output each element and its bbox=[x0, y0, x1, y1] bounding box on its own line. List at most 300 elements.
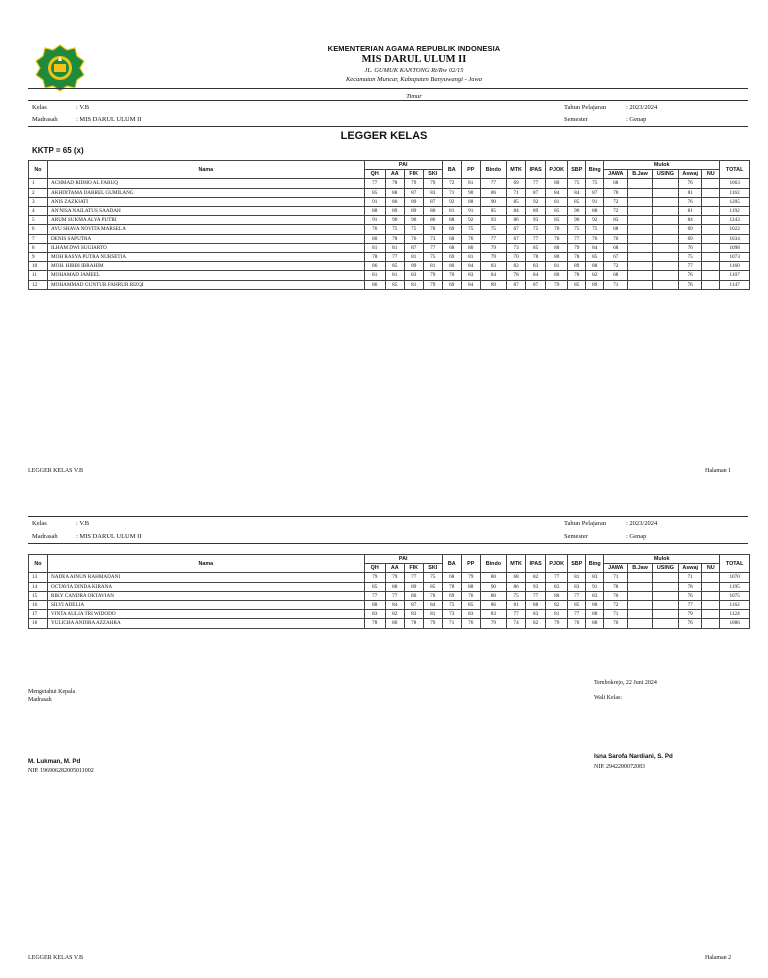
cell-qh: 91 bbox=[364, 197, 385, 206]
cell-pjok: 77 bbox=[546, 573, 568, 582]
cell-sbp: 90 bbox=[568, 216, 586, 225]
cell-bing: 83 bbox=[586, 573, 604, 582]
cell-total: 1160 bbox=[720, 262, 750, 271]
cell-using bbox=[652, 225, 678, 234]
cell-aswaj: 76 bbox=[679, 591, 702, 600]
cell-bing: 87 bbox=[586, 188, 604, 197]
cell-bindo: 85 bbox=[480, 207, 506, 216]
meta-divider bbox=[28, 126, 748, 127]
cell-aa: 90 bbox=[385, 216, 404, 225]
table-row bbox=[29, 582, 750, 591]
cell-fik: 80 bbox=[404, 591, 423, 600]
cell-nu bbox=[702, 262, 720, 271]
legger-table-page2 bbox=[28, 554, 750, 629]
header-fik: FIK bbox=[404, 170, 423, 179]
table-row bbox=[29, 253, 750, 262]
cell-no: 8 bbox=[29, 243, 48, 252]
cell-pp: 91 bbox=[461, 207, 480, 216]
cell-ipas: 77 bbox=[526, 234, 546, 243]
cell-pjok: 83 bbox=[546, 582, 568, 591]
cell-ipas: 84 bbox=[526, 271, 546, 280]
cell-nama: RIKY CANDRA OKTAVIAN bbox=[47, 591, 364, 600]
head-nip: NIP. 196906282005011002 bbox=[28, 768, 94, 774]
cell-nama: MOHAMMAD GUNTUR FAHRUR RIZQI bbox=[47, 280, 364, 289]
kelas-value-p2: : V.B bbox=[76, 520, 90, 527]
header-mulok: Mulok bbox=[604, 161, 720, 170]
table-row bbox=[29, 188, 750, 197]
cell-aswaj: 77 bbox=[679, 601, 702, 610]
cell-aswaj: 76 bbox=[679, 271, 702, 280]
wali-name: Isna Sarofa Nardiani, S. Pd bbox=[594, 753, 673, 760]
cell-mtk: 68 bbox=[507, 573, 526, 582]
cell-ski: 75 bbox=[423, 573, 442, 582]
cell-ipas: 82 bbox=[526, 619, 546, 628]
cell-nama: NADEA AINUN RAHMADANI bbox=[47, 573, 364, 582]
cell-fik: 77 bbox=[404, 573, 423, 582]
cell-fik: 78 bbox=[404, 619, 423, 628]
cell-pp: 88 bbox=[461, 197, 480, 206]
cell-bjaw bbox=[628, 225, 652, 234]
cell-ski: 73 bbox=[423, 234, 442, 243]
cell-fik: 90 bbox=[404, 216, 423, 225]
cell-using bbox=[652, 610, 678, 619]
cell-pp: 92 bbox=[461, 216, 480, 225]
cell-jawa: 70 bbox=[604, 234, 628, 243]
cell-jawa: 68 bbox=[604, 243, 628, 252]
kemenag-logo bbox=[34, 44, 86, 92]
cell-using bbox=[652, 280, 678, 289]
header-ipas: IPAS bbox=[526, 161, 546, 179]
cell-qh: 81 bbox=[364, 243, 385, 252]
cell-aa: 84 bbox=[385, 601, 404, 610]
cell-jawa: 72 bbox=[604, 207, 628, 216]
cell-pp: 81 bbox=[461, 179, 480, 188]
cell-using bbox=[652, 216, 678, 225]
cell-aswaj: 69 bbox=[679, 225, 702, 234]
cell-mtk: 86 bbox=[507, 216, 526, 225]
cell-nama: OCTAVIA DINDA KIRANA bbox=[47, 582, 364, 591]
wali-nip: NIP. 2942200072083 bbox=[594, 764, 646, 770]
cell-pp: 75 bbox=[461, 225, 480, 234]
cell-sbp: 90 bbox=[568, 207, 586, 216]
cell-sbp: 85 bbox=[568, 280, 586, 289]
cell-bjaw bbox=[628, 591, 652, 600]
cell-using bbox=[652, 619, 678, 628]
cell-bindo: 80 bbox=[480, 573, 506, 582]
cell-pjok: 80 bbox=[546, 271, 568, 280]
cell-jawa: 83 bbox=[604, 216, 628, 225]
legger-table-page1 bbox=[28, 160, 750, 290]
wali-kelas-label: Wali Kelas: bbox=[594, 695, 623, 701]
cell-sbp: 81 bbox=[568, 573, 586, 582]
header-aa: AA bbox=[385, 564, 404, 573]
cell-nu bbox=[702, 582, 720, 591]
cell-bjaw bbox=[628, 243, 652, 252]
cell-ba: 81 bbox=[442, 207, 461, 216]
cell-sbp: 77 bbox=[568, 234, 586, 243]
header-jawa: JAWA bbox=[604, 564, 628, 573]
cell-bing: 88 bbox=[586, 207, 604, 216]
cell-total: 1243 bbox=[720, 216, 750, 225]
cell-no: 1 bbox=[29, 179, 48, 188]
cell-ipas: 87 bbox=[526, 280, 546, 289]
header-sbp: SBP bbox=[568, 555, 586, 573]
cell-fik: 87 bbox=[404, 243, 423, 252]
cell-sbp: 75 bbox=[568, 225, 586, 234]
cell-aswaj: 81 bbox=[679, 207, 702, 216]
cell-pjok: 79 bbox=[546, 619, 568, 628]
cell-bindo: 93 bbox=[480, 216, 506, 225]
page2-footer-right: Halaman 2 bbox=[705, 955, 732, 961]
cell-bing: 82 bbox=[586, 271, 604, 280]
school-address-region: Timur bbox=[406, 93, 422, 100]
cell-ski: 83 bbox=[423, 188, 442, 197]
cell-bindo: 84 bbox=[480, 271, 506, 280]
cell-ba: 69 bbox=[442, 253, 461, 262]
header-no: No bbox=[29, 161, 48, 179]
cell-aa: 77 bbox=[385, 253, 404, 262]
cell-pp: 84 bbox=[461, 280, 480, 289]
cell-pp: 80 bbox=[461, 243, 480, 252]
header-nu: NU bbox=[702, 564, 720, 573]
cell-nu bbox=[702, 253, 720, 262]
cell-no: 16 bbox=[29, 601, 48, 610]
cell-mtk: 67 bbox=[507, 234, 526, 243]
header-aswaj: Aswaj bbox=[679, 170, 702, 179]
cell-no: 9 bbox=[29, 253, 48, 262]
table-row bbox=[29, 234, 750, 243]
cell-bing: 88 bbox=[586, 610, 604, 619]
cell-pp: 85 bbox=[461, 601, 480, 610]
cell-nu bbox=[702, 197, 720, 206]
cell-ba: 68 bbox=[442, 243, 461, 252]
cell-bing: 88 bbox=[586, 619, 604, 628]
table-row bbox=[29, 619, 750, 628]
cell-ski: 85 bbox=[423, 582, 442, 591]
header-ski: SKI bbox=[423, 564, 442, 573]
header-mtk: MTK bbox=[507, 555, 526, 573]
cell-total: 1073 bbox=[720, 253, 750, 262]
cell-mtk: 75 bbox=[507, 591, 526, 600]
cell-ski: 79 bbox=[423, 280, 442, 289]
cell-mtk: 81 bbox=[507, 601, 526, 610]
cell-nama: YULICHA ANDIRA AZZAHRA bbox=[47, 619, 364, 628]
semester-label-p2: Semester bbox=[564, 533, 588, 540]
mengetahui-line1: Mengetahui Kepala bbox=[28, 689, 76, 695]
cell-total: 1107 bbox=[720, 271, 750, 280]
cell-pp: 83 bbox=[461, 271, 480, 280]
cell-qh: 88 bbox=[364, 601, 385, 610]
semester-value-p2: : Genap bbox=[626, 533, 647, 540]
cell-qh: 79 bbox=[364, 573, 385, 582]
cell-using bbox=[652, 582, 678, 591]
cell-aa: 88 bbox=[385, 188, 404, 197]
cell-qh: 80 bbox=[364, 234, 385, 243]
cell-ba: 71 bbox=[442, 188, 461, 197]
tahun-label-p2: Tahun Pelajaran bbox=[564, 520, 606, 527]
cell-qh: 85 bbox=[364, 188, 385, 197]
cell-bjaw bbox=[628, 619, 652, 628]
cell-jawa: 71 bbox=[604, 573, 628, 582]
cell-ba: 68 bbox=[442, 234, 461, 243]
cell-bjaw bbox=[628, 573, 652, 582]
cell-ipas: 93 bbox=[526, 216, 546, 225]
cell-nama: MOH. HIBBI IBRAHIM bbox=[47, 262, 364, 271]
cell-nu bbox=[702, 619, 720, 628]
cell-nama: VINTA AULIA TRI WIDODO bbox=[47, 610, 364, 619]
header-sbp: SBP bbox=[568, 161, 586, 179]
cell-fik: 87 bbox=[404, 188, 423, 197]
cell-total: 1098 bbox=[720, 243, 750, 252]
cell-pp: 76 bbox=[461, 591, 480, 600]
cell-sbp: 79 bbox=[568, 243, 586, 252]
cell-aswaj: 76 bbox=[679, 619, 702, 628]
cell-qh: 91 bbox=[364, 216, 385, 225]
cell-jawa: 68 bbox=[604, 225, 628, 234]
cell-mtk: 67 bbox=[507, 225, 526, 234]
cell-ipas: 87 bbox=[526, 188, 546, 197]
cell-nu bbox=[702, 271, 720, 280]
cell-pp: 88 bbox=[461, 582, 480, 591]
cell-pjok: 79 bbox=[546, 280, 568, 289]
cell-aswaj: 76 bbox=[679, 280, 702, 289]
cell-aa: 77 bbox=[385, 591, 404, 600]
header-nu: NU bbox=[702, 170, 720, 179]
cell-mtk: 87 bbox=[507, 280, 526, 289]
header-bjaw: B.Jaw bbox=[628, 170, 652, 179]
cell-nu bbox=[702, 591, 720, 600]
cell-jawa: 68 bbox=[604, 179, 628, 188]
cell-qh: 78 bbox=[364, 253, 385, 262]
cell-bing: 88 bbox=[586, 262, 604, 271]
cell-nu bbox=[702, 280, 720, 289]
cell-total: 1205 bbox=[720, 197, 750, 206]
table-row bbox=[29, 271, 750, 280]
cell-total: 1086 bbox=[720, 619, 750, 628]
cell-fik: 76 bbox=[404, 234, 423, 243]
cell-sbp: 84 bbox=[568, 188, 586, 197]
cell-fik: 79 bbox=[404, 179, 423, 188]
cell-nama: ILHAM DWI SUGIARTO bbox=[47, 243, 364, 252]
cell-nu bbox=[702, 225, 720, 234]
cell-pjok: 80 bbox=[546, 179, 568, 188]
cell-aswaj: 69 bbox=[679, 234, 702, 243]
cell-sbp: 83 bbox=[568, 582, 586, 591]
cell-aswaj: 76 bbox=[679, 243, 702, 252]
cell-bindo: 79 bbox=[480, 243, 506, 252]
madrasah-value-p2: : MIS DARUL ULUM II bbox=[76, 533, 142, 540]
cell-no: 12 bbox=[29, 280, 48, 289]
header-total: TOTAL bbox=[720, 161, 750, 179]
cell-mtk: 86 bbox=[507, 582, 526, 591]
cell-bindo: 77 bbox=[480, 234, 506, 243]
kelas-label-p2: Kelas bbox=[32, 520, 47, 527]
cell-nama: DENIS SAPUTRA bbox=[47, 234, 364, 243]
cell-pjok: 85 bbox=[546, 207, 568, 216]
cell-total: 1022 bbox=[720, 225, 750, 234]
page2-meta-divider bbox=[28, 543, 748, 544]
cell-bindo: 90 bbox=[480, 582, 506, 591]
cell-no: 18 bbox=[29, 619, 48, 628]
header-mtk: MTK bbox=[507, 161, 526, 179]
cell-ba: 78 bbox=[442, 582, 461, 591]
cell-qh: 77 bbox=[364, 591, 385, 600]
cell-nu bbox=[702, 610, 720, 619]
cell-qh: 86 bbox=[364, 262, 385, 271]
cell-nama: SILVI ADELIA bbox=[47, 601, 364, 610]
cell-no: 5 bbox=[29, 216, 48, 225]
cell-aswaj: 79 bbox=[679, 610, 702, 619]
cell-aa: 89 bbox=[385, 207, 404, 216]
header-jawa: JAWA bbox=[604, 170, 628, 179]
header-ba: BA bbox=[442, 555, 461, 573]
cell-aswaj: 71 bbox=[679, 573, 702, 582]
cell-nu bbox=[702, 573, 720, 582]
cell-aa: 86 bbox=[385, 197, 404, 206]
place-date: Tembokrejo, 22 Juni 2024 bbox=[594, 680, 657, 686]
cell-ba: 69 bbox=[442, 225, 461, 234]
cell-ba: 69 bbox=[442, 280, 461, 289]
cell-nama: AYU SHAVA NOVITA MARSELA bbox=[47, 225, 364, 234]
cell-nu bbox=[702, 243, 720, 252]
cell-pjok: 81 bbox=[546, 197, 568, 206]
header-mulok: Mulok bbox=[604, 555, 720, 564]
tahun-label: Tahun Pelajaran bbox=[564, 104, 606, 111]
cell-aswaj: 76 bbox=[679, 179, 702, 188]
header-pp: PP bbox=[461, 161, 480, 179]
cell-aswaj: 78 bbox=[679, 582, 702, 591]
cell-sbp: 78 bbox=[568, 253, 586, 262]
header-pjok: PJOK bbox=[546, 161, 568, 179]
cell-sbp: 85 bbox=[568, 601, 586, 610]
cell-using bbox=[652, 179, 678, 188]
cell-ski: 81 bbox=[423, 610, 442, 619]
cell-ba: 68 bbox=[442, 573, 461, 582]
cell-no: 7 bbox=[29, 234, 48, 243]
header-qh: QH bbox=[364, 170, 385, 179]
cell-ipas: 82 bbox=[526, 573, 546, 582]
header-pai: PAI bbox=[364, 161, 442, 170]
cell-pjok: 70 bbox=[546, 225, 568, 234]
cell-qh: 77 bbox=[364, 179, 385, 188]
cell-bindo: 83 bbox=[480, 262, 506, 271]
cell-total: 1063 bbox=[720, 179, 750, 188]
cell-aa: 88 bbox=[385, 582, 404, 591]
cell-ski: 79 bbox=[423, 271, 442, 280]
kktp-label: KKTP = 65 (x) bbox=[32, 146, 84, 155]
cell-pjok: 81 bbox=[546, 262, 568, 271]
cell-jawa: 71 bbox=[604, 610, 628, 619]
cell-no: 11 bbox=[29, 271, 48, 280]
table-row bbox=[29, 225, 750, 234]
cell-pp: 76 bbox=[461, 234, 480, 243]
cell-nama: MOHAMAD JAMEEL bbox=[47, 271, 364, 280]
cell-aa: 81 bbox=[385, 271, 404, 280]
semester-label: Semester bbox=[564, 116, 588, 123]
cell-nu bbox=[702, 216, 720, 225]
madrasah-label-p2: Madrasah bbox=[32, 533, 58, 540]
cell-bjaw bbox=[628, 262, 652, 271]
cell-ba: 69 bbox=[442, 591, 461, 600]
cell-no: 2 bbox=[29, 188, 48, 197]
cell-using bbox=[652, 253, 678, 262]
cell-mtk: 82 bbox=[507, 262, 526, 271]
header-aswaj: Aswaj bbox=[679, 564, 702, 573]
header-bing: Bing bbox=[586, 555, 604, 573]
cell-bing: 92 bbox=[586, 216, 604, 225]
header-pp: PP bbox=[461, 555, 480, 573]
cell-aa: 78 bbox=[385, 179, 404, 188]
cell-ipas: 78 bbox=[526, 253, 546, 262]
cell-nu bbox=[702, 179, 720, 188]
cell-aa: 75 bbox=[385, 225, 404, 234]
cell-bing: 76 bbox=[586, 234, 604, 243]
cell-bing: 85 bbox=[586, 253, 604, 262]
header-nama: Nama bbox=[47, 161, 364, 179]
cell-bindo: 77 bbox=[480, 179, 506, 188]
cell-nama: ACHMAD RIDHO AL FARUQ bbox=[47, 179, 364, 188]
cell-jawa: 72 bbox=[604, 262, 628, 271]
cell-ba: 80 bbox=[442, 262, 461, 271]
cell-sbp: 77 bbox=[568, 610, 586, 619]
cell-ipas: 77 bbox=[526, 179, 546, 188]
cell-pp: 84 bbox=[461, 262, 480, 271]
cell-aswaj: 84 bbox=[679, 216, 702, 225]
cell-nu bbox=[702, 188, 720, 197]
cell-aa: 80 bbox=[385, 619, 404, 628]
cell-fik: 87 bbox=[404, 601, 423, 610]
cell-pjok: 82 bbox=[546, 601, 568, 610]
cell-pjok: 70 bbox=[546, 234, 568, 243]
cell-bindo: 79 bbox=[480, 253, 506, 262]
cell-jawa: 71 bbox=[604, 280, 628, 289]
cell-bjaw bbox=[628, 601, 652, 610]
cell-qh: 81 bbox=[364, 271, 385, 280]
cell-mtk: 77 bbox=[507, 610, 526, 619]
cell-total: 1070 bbox=[720, 573, 750, 582]
cell-total: 1192 bbox=[720, 207, 750, 216]
header-nama: Nama bbox=[47, 555, 364, 573]
cell-total: 1162 bbox=[720, 188, 750, 197]
cell-ba: 71 bbox=[442, 619, 461, 628]
cell-pp: 76 bbox=[461, 619, 480, 628]
cell-bing: 83 bbox=[586, 591, 604, 600]
table-row bbox=[29, 179, 750, 188]
cell-ski: 78 bbox=[423, 225, 442, 234]
cell-aswaj: 76 bbox=[679, 197, 702, 206]
cell-ipas: 85 bbox=[526, 243, 546, 252]
cell-using bbox=[652, 188, 678, 197]
cell-qh: 88 bbox=[364, 207, 385, 216]
cell-ski: 81 bbox=[423, 262, 442, 271]
cell-mtk: 78 bbox=[507, 271, 526, 280]
cell-jawa: 78 bbox=[604, 188, 628, 197]
cell-total: 1147 bbox=[720, 280, 750, 289]
cell-bjaw bbox=[628, 188, 652, 197]
cell-nama: MOH RASYA PUTRA NURSETIA bbox=[47, 253, 364, 262]
cell-bindo: 89 bbox=[480, 280, 506, 289]
cell-pjok: 80 bbox=[546, 243, 568, 252]
table-row bbox=[29, 243, 750, 252]
cell-ski: 79 bbox=[423, 179, 442, 188]
cell-no: 13 bbox=[29, 573, 48, 582]
cell-ski: 79 bbox=[423, 619, 442, 628]
head-name: M. Lukman, M. Pd bbox=[28, 758, 81, 765]
cell-bing: 89 bbox=[586, 280, 604, 289]
cell-sbp: 75 bbox=[568, 179, 586, 188]
cell-bjaw bbox=[628, 207, 652, 216]
cell-bing: 91 bbox=[586, 582, 604, 591]
